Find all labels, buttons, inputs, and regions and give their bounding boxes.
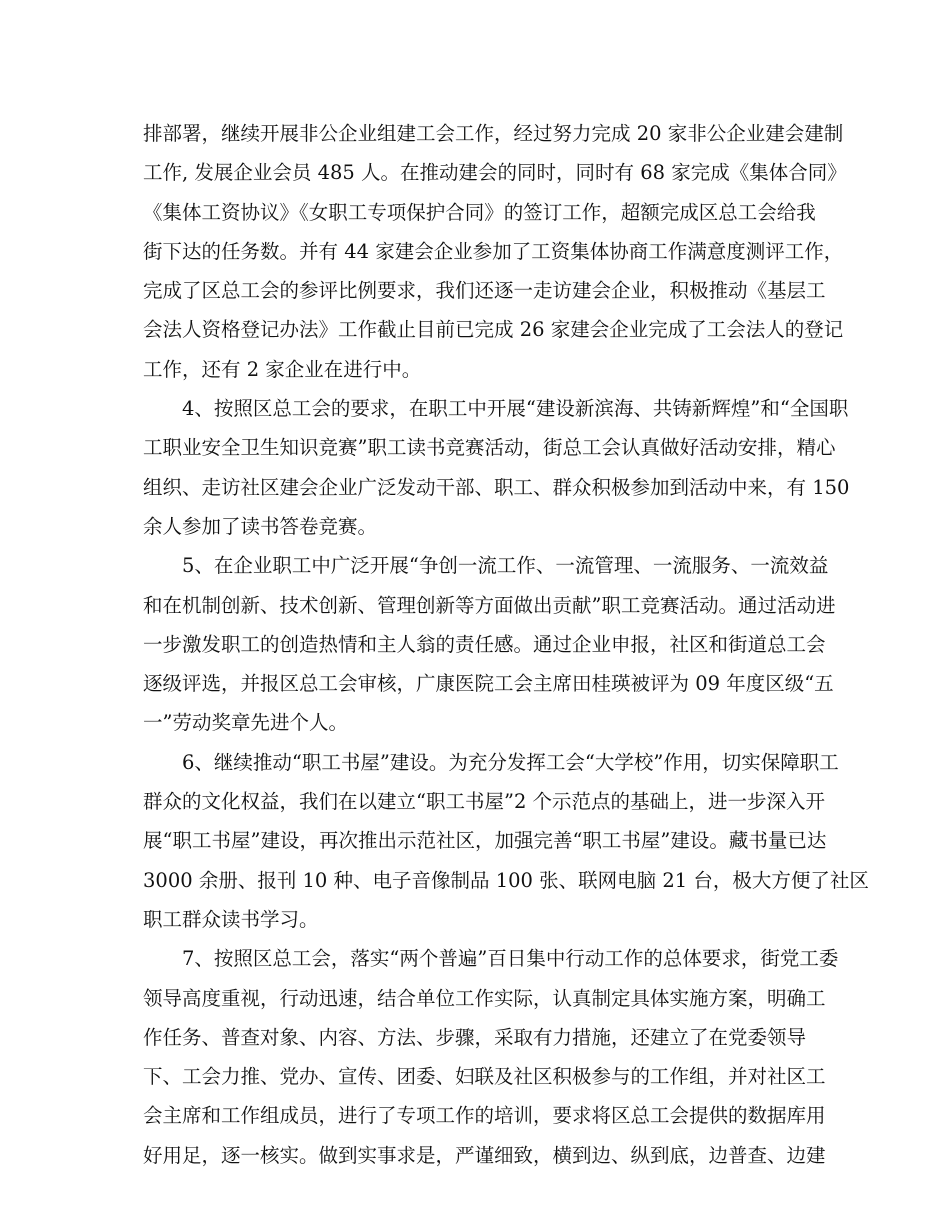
- paragraph-first-line: 5、在企业职工中广泛开展“争创一流工作、一流管理、一流服务、一流效益: [182, 554, 829, 578]
- text-line: 排部署，继续开展非公企业组建工会工作，经过努力完成 20 家非公企业建会建制: [143, 122, 844, 145]
- text-line: 完成了区总工会的参评比例要求，我们还逐一走访建会企业，积极推动《基层工: [143, 279, 826, 303]
- text-line: 下、工会力推、党办、宣传、团委、妇联及社区积极参与的工作组，并对社区工: [143, 1065, 826, 1089]
- text-line: 和在机制创新、技术创新、管理创新等方面做出贡献”职工竞赛活动。通过活动进: [143, 593, 836, 617]
- text-line: 会主席和工作组成员，进行了专项工作的培训，要求将区总工会提供的数据库用: [143, 1104, 826, 1128]
- text-line: 街下达的任务数。并有 44 家建会企业参加了工资集体协商工作满意度测评工作，: [143, 239, 844, 263]
- paragraph-first-line: 7、按照区总工会，落实“两个普遍”百日集中行动工作的总体要求，街党工委: [182, 947, 839, 971]
- text-line: 工作, 发展企业会员 485 人。在推动建会的同时，同时有 68 家完成《集体合同》: [143, 161, 847, 185]
- text-line: 余人参加了读书答卷竞赛。: [143, 514, 378, 538]
- text-line: 职工群众读书学习。: [143, 907, 319, 931]
- text-line: 组织、走访社区建会企业广泛发动干部、职工、群众积极参加到活动中来，有 150: [143, 475, 850, 499]
- text-line: 逐级评选，并报区总工会审核，广康医院工会主席田桂瑛被评为 09 年度区级“五: [143, 672, 834, 696]
- text-line: 工职业安全卫生知识竞赛”职工读书竞赛活动，街总工会认真做好活动安排，精心: [143, 436, 836, 460]
- text-line: 3000 余册、报刊 10 种、电子音像制品 100 张、联网电脑 21 台，极大方便了社区: [143, 868, 869, 892]
- text-line: 群众的文化权益，我们在以建立“职工书屋”2 个示范点的基础上，进一步深入开: [143, 790, 826, 814]
- text-line: 展“职工书屋”建设，再次推出示范社区，加强完善“职工书屋”建设。藏书量已达: [143, 829, 827, 853]
- paragraph-first-line: 6、继续推动“职工书屋”建设。为充分发挥工会“大学校”作用，切实保障职工: [182, 750, 839, 774]
- text-line: 会法人资格登记办法》工作截止目前已完成 26 家建会企业完成了工会法人的登记: [143, 318, 844, 342]
- paragraph-first-line: 4、按照区总工会的要求，在职工中开展“建设新滨海、共铸新辉煌”和“全国职: [182, 397, 849, 421]
- text-line: 《集体工资协议》《女职工专项保护合同》的签订工作，超额完成区总工会给我: [143, 200, 816, 224]
- document-body: [143, 114, 869, 1175]
- text-line: 工作，还有 2 家企业在进行中。: [143, 357, 422, 381]
- text-line: 一步激发职工的创造热情和主人翁的责任感。通过企业申报，社区和街道总工会: [143, 632, 826, 656]
- text-line: 领导高度重视，行动迅速，结合单位工作实际，认真制定具体实施方案，明确工: [143, 986, 826, 1010]
- text-line: 一”劳动奖章先进个人。: [143, 711, 348, 735]
- text-line: 好用足，逐一核实。做到实事求是，严谨细致，横到边、纵到底，边普查、边建: [143, 1143, 826, 1167]
- text-line: 作任务、普查对象、内容、方法、步骤，采取有力措施，还建立了在党委领导: [143, 1025, 807, 1049]
